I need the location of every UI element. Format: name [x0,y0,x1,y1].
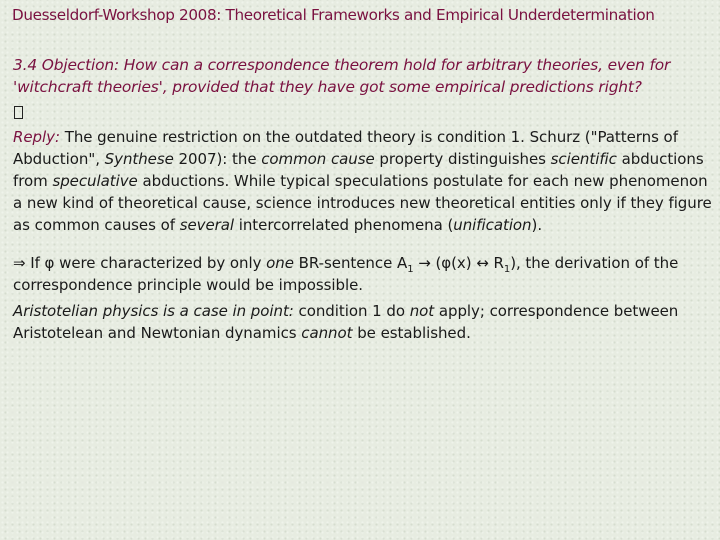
reply-text-3: property distinguishes [374,150,551,168]
aristotle-text-3: be established. [352,324,471,342]
slide-content [13,54,715,344]
reply-scientific: scientific [550,150,617,168]
implication-sub-a: 1 [407,264,414,275]
implication-paragraph [13,252,715,296]
implication-text-2: BR-sentence A [293,254,408,272]
reply-text-7: ). [531,216,543,234]
reply-text-4: abductions from [13,150,704,190]
header-title: Duesseldorf-Workshop 2008: Theoretical Frameworks and Empirical Underdetermination [12,6,655,24]
reply-label: Reply: [13,128,60,146]
reply-several: several [179,216,235,234]
reply-text-1: The genuine restriction on the outdated theory is condition 1. Schurz ("Patterns of Abduction", [13,128,678,168]
aristotle-cannot: cannot [301,324,353,342]
reply-common-cause: common cause [261,150,375,168]
reply-synthese: Synthese [104,150,174,168]
implication-text-3: → (φ(x) ↔ R [413,254,504,272]
reply-text-6: intercorrelated phenomena ( [234,216,454,234]
aristotle-text-1: condition 1 do [293,302,410,320]
aristotle-paragraph [13,300,715,344]
missing-glyph-box-icon [13,98,715,123]
reply-text-5: abductions. While typical speculations postulate for each new phenomenon a new kind of theoretical cause, science introduces new theoretical entities only if they figure as common causes of [13,172,712,234]
implication-text-4: ), the derivation of the correspondence principle would be impossible. [13,254,679,294]
aristotle-not: not [409,302,435,320]
implication-one: one [266,254,294,272]
reply-paragraph [13,126,715,236]
slide-header [12,6,712,24]
objection-paragraph: 3.4 Objection: How can a correspondence theorem hold for arbitrary theories, even for 'witchcraft theories', provided that they have got some empirical predictions right? [13,56,671,96]
reply-text-2: 2007): the [173,150,262,168]
reply-speculative: speculative [52,172,138,190]
implication-sub-r: 1 [503,264,511,275]
reply-unification: unification [453,216,532,234]
implication-text-1: ⇒ If φ were characterized by only [13,254,267,272]
aristotle-text-2: apply; correspondence between Aristotelean and Newtonian dynamics [13,302,679,342]
aristotle-label: Aristotelian physics is a case in point: [13,302,294,320]
